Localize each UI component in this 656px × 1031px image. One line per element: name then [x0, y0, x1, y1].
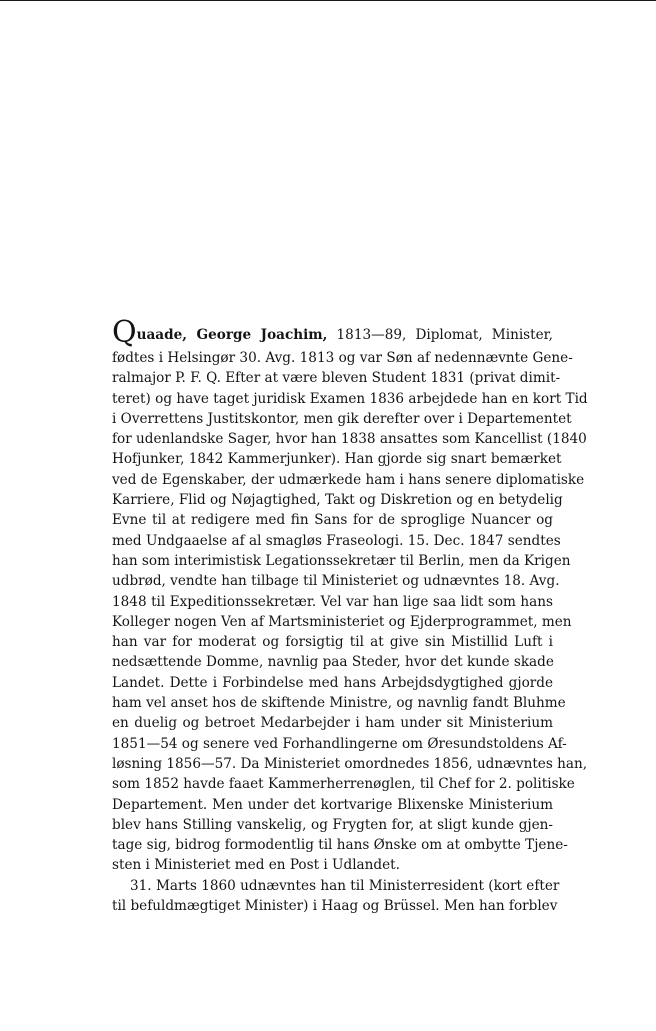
text-line: ham vel anset hos de skiftende Ministre, og navnlig fandt Bluhme: [112, 695, 566, 712]
text-line: Kolleger nogen Ven af Martsministeriet og Ejderprogrammet, men: [112, 613, 572, 630]
text-line: 1848 til Expeditionssekretær. Vel var han lige saa lidt som hans: [112, 593, 553, 610]
text-line: udbrød, vendte han tilbage til Ministeriet og udnævntes 18. Avg.: [112, 573, 560, 590]
entry-heading-line: [112, 315, 553, 350]
text-line: han var for moderat og forsigtig til at give sin Mistillid Luft i: [112, 634, 553, 651]
text-line: en duelig og betroet Medarbejder i ham under sit Ministerium: [112, 715, 553, 732]
text-line: fødtes i Helsingør 30. Avg. 1813 og var Søn af nedennævnte Gene-: [112, 350, 573, 366]
text-line: blev hans Stilling vanskelig, og Frygten for, at sligt kunde gjen-: [112, 816, 553, 833]
biography-entry: [112, 315, 588, 916]
text-line: som 1852 havde faaet Kammerherrenøglen, til Chef for 2. politiske: [112, 776, 575, 793]
text-line: ved de Egenskaber, der udmærkede ham i hans senere diplomatiske: [112, 471, 585, 488]
text-line: tage sig, bidrog formodentlig til hans Ønske om at ombytte Tjene-: [112, 837, 568, 854]
text-line: Landet. Dette i Forbindelse med hans Arbejdsdygtighed gjorde: [112, 674, 553, 691]
text-line: Hofjunker, 1842 Kammerjunker). Han gjorde sig snart bemærket: [112, 451, 562, 468]
paragraph-2: [112, 876, 560, 917]
text-line: sten i Ministeriet med en Post i Udlandet.: [112, 857, 400, 874]
text-line: Karriere, Flid og Nøjagtighed, Takt og Diskretion og en betydelig: [112, 492, 563, 509]
entry-heading-rest: 1813—89, Diplomat, Minister,: [336, 327, 553, 343]
page-top-border: [0, 0, 656, 1]
text-line: for udenlandske Sager, hvor han 1838 ansattes som Kancellist (1840: [112, 431, 587, 448]
entry-name: uaade, George Joachim,: [136, 327, 328, 343]
text-line: i Overrettens Justitskontor, men gik derefter over i Departementet: [112, 410, 572, 427]
paragraph-1: [112, 348, 588, 876]
drop-initial: Q: [112, 315, 137, 350]
text-line: teret) og have taget juridisk Examen 1836 arbejdede han en kort Tid: [112, 390, 588, 407]
text-line: til befuldmægtiget Minister) i Haag og Brüssel. Men han forblev: [112, 898, 558, 915]
text-line: han som interimistisk Legationssekretær til Berlin, men da Krigen: [112, 552, 571, 569]
text-line: ralmajor P. F. Q. Efter at være bleven Student 1831 (privat dimit-: [112, 370, 561, 387]
text-line: nedsættende Domme, navnlig paa Steder, hvor det kunde skade: [112, 654, 554, 671]
text-line: med Undgaaelse af al smagløs Fraseologi. 15. Dec. 1847 sendtes: [112, 532, 561, 549]
text-line: løsning 1856—57. Da Ministeriet omordnedes 1856, udnævntes han,: [112, 755, 588, 772]
text-line: Evne til at redigere med fin Sans for de sproglige Nuancer og: [112, 512, 553, 529]
text-line: Departement. Men under det kortvarige Blixenske Ministerium: [112, 796, 553, 813]
text-line: 1851—54 og senere ved Forhandlingerne om Øresundstoldens Af-: [112, 735, 567, 752]
text-line: 31. Marts 1860 udnævntes han til Ministerresident (kort efter: [130, 877, 560, 894]
